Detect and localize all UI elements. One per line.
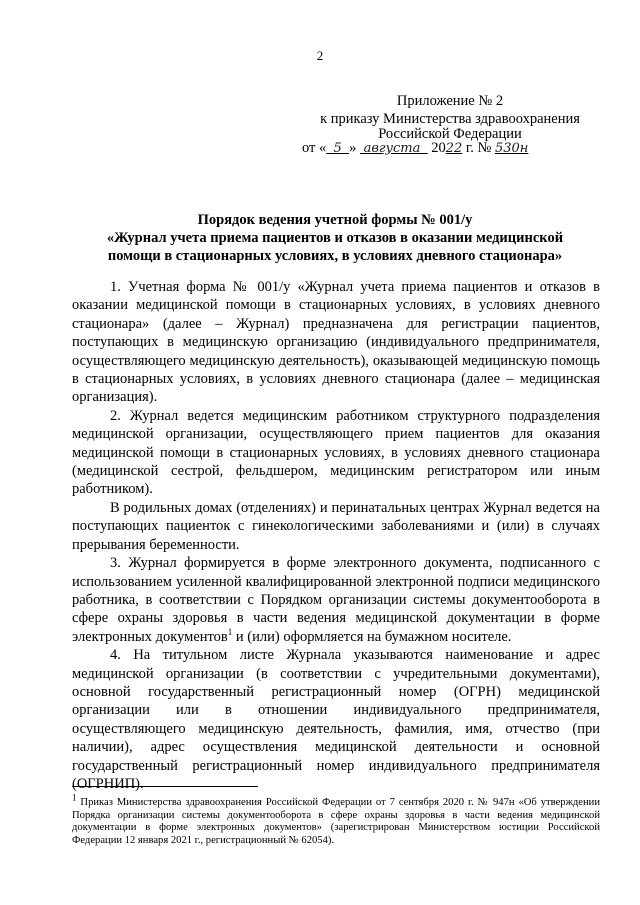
appendix-order-reference: к приказу Министерства здравоохранения bbox=[320, 111, 580, 127]
paragraph-4: 4. На титульном листе Журнала указываются наименование и адрес медицинской организации (в соответствии с учредительными документами), основной государственный регистрационный номер (ОГРН) медицинской организации или в отношении индивидуального предпринимателя, осуществляющего медицинскую деятельность, фамилия, имя, отчество (при наличии), адрес осуществления медицинской деятельности и основной государственный регистрационный номер индивидуального предпринимателя (ОГРНИП). bbox=[72, 647, 600, 792]
appendix-title: Приложение № 2 bbox=[396, 93, 504, 109]
date-prefix: от « bbox=[302, 140, 327, 156]
handwritten-year: 22 bbox=[445, 141, 463, 156]
handwritten-number: 530н bbox=[494, 141, 529, 156]
appendix-ministry: Российской Федерации bbox=[378, 126, 522, 142]
paragraph-2-continued: В родильных домах (отделениях) и перинатальных центрах Журнал ведется на поступающих пациенток с гинекологическими заболеваниями и (или) в случаях прерывания беременности. bbox=[72, 499, 600, 553]
footnote-mark: 1 bbox=[72, 792, 77, 803]
footnote-text: Приказ Министерства здравоохранения Российской Федерации от 7 сентября 2020 г. № 947н «Об утверждении Порядка организации системы документооборота в сфере охраны здоровья в части ведения медицинской документации в форме электронных документов» (зарегистрирован Министерством юстиции Российской Федерации 12 января 2021 г., регистрационный № 62054). bbox=[72, 797, 600, 846]
date-day-field bbox=[326, 140, 349, 156]
number-prefix: г. № bbox=[465, 140, 492, 156]
date-month-field bbox=[360, 140, 428, 156]
date-quote-close: » bbox=[349, 140, 357, 156]
year-prefix: 20 bbox=[431, 140, 446, 156]
appendix-date-line bbox=[302, 140, 602, 157]
page-number: 2 bbox=[316, 48, 324, 63]
year-field bbox=[446, 140, 463, 156]
number-field bbox=[495, 140, 528, 156]
paragraph-3-text: 3. Журнал формируется в форме электронного документа, подписанного с использованием усиленной квалифицированной электронной подписи медицинского работника, в соответствии с Порядком организации системы документооборота в сфере охраны здоровья в части ведения медицинской документации в форме электронных документов bbox=[72, 555, 600, 645]
document-body bbox=[72, 278, 600, 793]
handwritten-month: августа bbox=[363, 141, 421, 156]
footnote-divider bbox=[72, 786, 258, 787]
footnote bbox=[72, 792, 600, 847]
paragraph-3 bbox=[72, 554, 600, 646]
document-heading-line-3: помощи в стационарных условиях, в условиях дневного стационара» bbox=[107, 248, 563, 264]
paragraph-2: 2. Журнал ведется медицинским работником структурного подразделения медицинской организации, осуществляющего прием пациентов для оказания медицинской помощи в стационарных условиях, в условиях дневного стационара (медицинской сестрой, фельдшером, медицинским регистратором или иным работником). bbox=[72, 407, 600, 498]
footnote-reference[interactable]: 1 bbox=[227, 626, 233, 637]
paragraph-1: 1. Учетная форма № 001/у «Журнал учета приема пациентов и отказов в оказании медицинской помощи в стационарных условиях, в условиях дневного стационара» (далее – Журнал) предназначена для регистрации пациентов, поступающих в медицинскую организацию (индивидуального предпринимателя, осуществляющего медицинскую деятельность), оказывающей медицинскую помощь в стационарных условиях, в условиях дневного стационара (далее – медицинская организация). bbox=[72, 279, 600, 406]
paragraph-3-tail: и (или) оформляется на бумажном носителе. bbox=[232, 628, 512, 645]
document-heading-line-1: Порядок ведения учетной формы № 001/у bbox=[197, 212, 473, 228]
document-heading-line-2: «Журнал учета приема пациентов и отказов в оказании медицинской bbox=[106, 230, 564, 246]
handwritten-day: 5 bbox=[333, 141, 342, 156]
